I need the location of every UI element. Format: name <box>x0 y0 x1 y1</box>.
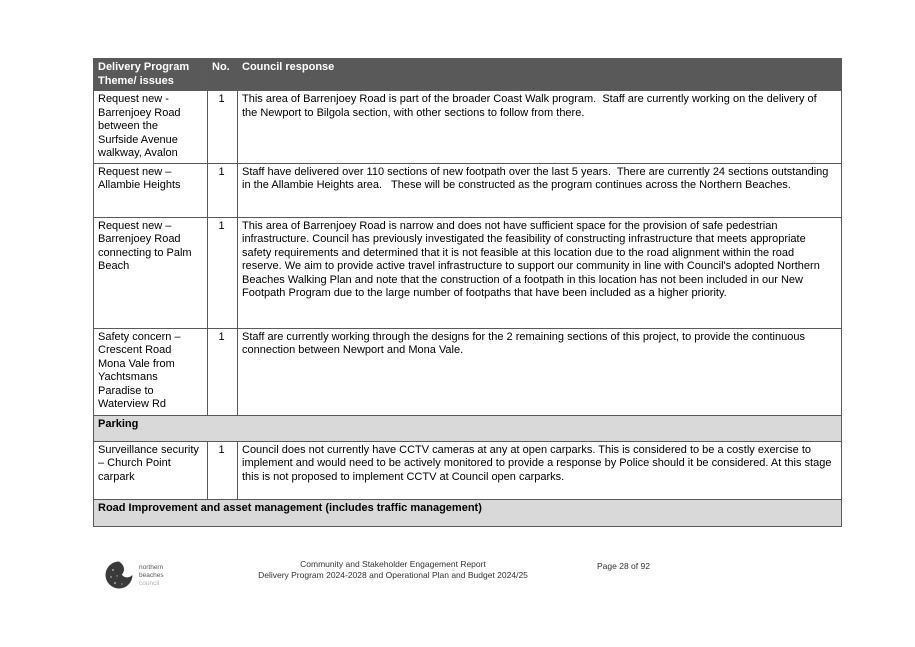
logo-line-beaches: beaches <box>139 572 164 579</box>
logo-line-council: council <box>139 580 160 587</box>
page-number: Page 28 of 92 <box>597 561 650 571</box>
theme-cell: Request new – Barrenjoey Road connecting to Palm Beach <box>94 217 208 328</box>
no-cell: 1 <box>208 328 238 415</box>
section-label: Road Improvement and asset management (includes traffic management) <box>94 499 842 526</box>
response-cell: Council does not currently have CCTV cameras at any at open carparks. This is considered to be a costly exercise to implement and would need to be actively monitored to provide a response by Police should it be considered. At this stage this is not proposed to implement CCTV at Council open carparks. <box>238 441 842 499</box>
council-response-table <box>93 58 842 527</box>
response-cell: Staff have delivered over 110 sections of new footpath over the last 5 years. There are currently 24 sections outstanding in the Allambie Heights area. These will be constructed as the program continues across the Northern Beaches. <box>238 163 842 217</box>
theme-cell: Request new - Barrenjoey Road between the Surfside Avenue walkway, Avalon <box>94 91 208 164</box>
table-row <box>94 163 842 217</box>
response-cell: This area of Barrenjoey Road is narrow and does not have sufficient space for the provision of safe pedestrian infrastructure. Council has previously investigated the feasibility of constructing infrastructure that meets appropriate safety requirements and determined that it is not feasible at this location due to the road alignment within the road reserve. We aim to provide active travel infrastructure to support our community in line with Council's adopted Northern Beaches Walking Plan and note that the construction of a footpath in this location has not been included in our New Footpath Program due to the large number of footpaths that have been included as a higher priority. <box>238 217 842 328</box>
footer-title-line1: Community and Stakeholder Engagement Report <box>300 559 486 569</box>
theme-cell: Safety concern – Crescent Road Mona Vale from Yachtsmans Paradise to Waterview Rd <box>94 328 208 415</box>
response-cell: Staff are currently working through the designs for the 2 remaining sections of this project, to provide the continuous connection between Newport and Mona Vale. <box>238 328 842 415</box>
table-row <box>94 91 842 164</box>
table-row <box>94 441 842 499</box>
table-row <box>94 217 842 328</box>
section-row-parking <box>94 415 842 441</box>
no-cell: 1 <box>208 91 238 164</box>
table-header-row <box>94 59 842 91</box>
header-response: Council response <box>238 59 842 91</box>
no-cell: 1 <box>208 441 238 499</box>
section-label: Parking <box>94 415 842 441</box>
response-cell: This area of Barrenjoey Road is part of the broader Coast Walk program. Staff are currently working on the delivery of the Newport to Bilgola section, with other sections to follow from there. <box>238 91 842 164</box>
logo-line-northern: northern <box>139 564 164 571</box>
no-cell: 1 <box>208 217 238 328</box>
theme-cell: Surveillance security – Church Point carpark <box>94 441 208 499</box>
section-row-road-improvement <box>94 499 842 526</box>
table-row <box>94 328 842 415</box>
no-cell: 1 <box>208 163 238 217</box>
theme-cell: Request new – Allambie Heights <box>94 163 208 217</box>
header-no: No. <box>208 59 238 91</box>
header-theme: Delivery Program Theme/ issues <box>94 59 208 91</box>
footer-title-line2: Delivery Program 2024-2028 and Operational Plan and Budget 2024/25 <box>258 569 528 580</box>
